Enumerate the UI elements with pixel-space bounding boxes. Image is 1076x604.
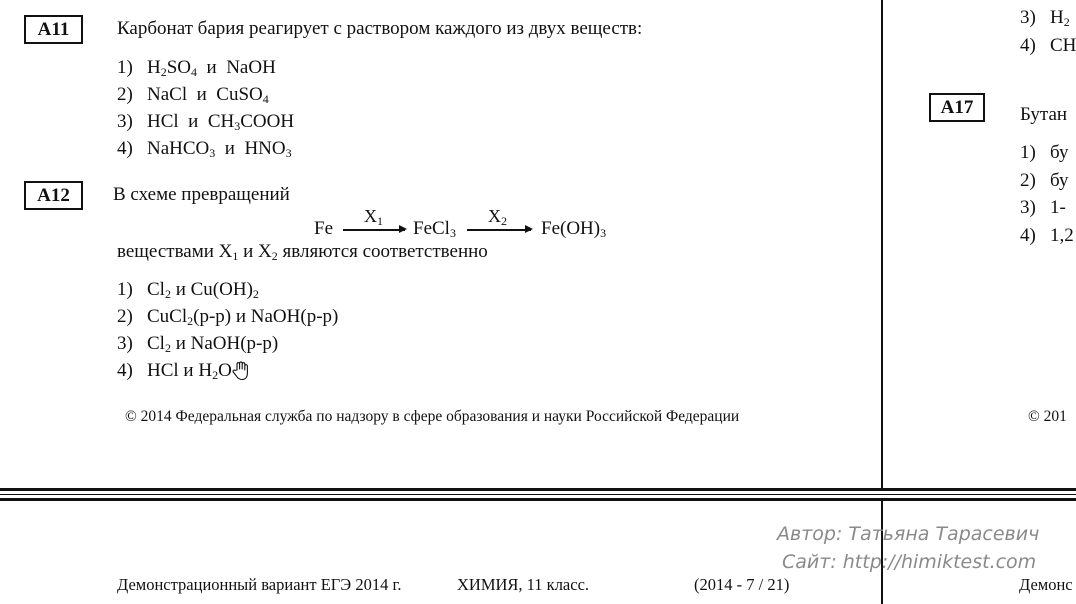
option-text: $H_2SO_4$ и NaOH [147,57,276,79]
question-label-a11: A11 [24,15,83,44]
option-number: 4) [117,138,133,159]
footer-exam-title: Демонстрационный вариант ЕГЭ 2014 г. [117,575,402,594]
option-text: $Cl_2$ и $Cu(OH)_2$ [147,279,259,301]
option-number: 3) [1020,197,1036,218]
option-number: 2) [117,84,133,105]
a12-option-2 [117,306,338,328]
option-number: 4) [117,360,133,381]
option-number: 4) [1020,224,1036,246]
a12-option-1 [117,279,259,301]
option-number: 3) [117,111,133,132]
a11-option-2 [117,84,269,106]
option-text: 1- [1050,197,1066,218]
option-text: 1,2 [1050,224,1074,246]
question-text-a12: В схеме превращений [113,184,290,205]
option-number: 2) [117,306,133,327]
option-text: бу [1050,169,1069,191]
scheme-arrow-2 [467,229,531,231]
right-column [884,0,1076,488]
column-divider-top [881,0,883,488]
option-number: 1) [1020,142,1036,163]
footer-page-number: (2014 - 7 / 21) [694,575,790,594]
copyright-notice: © 2014 Федеральная служба по надзору в сфере образования и науки Российской Федерации [125,408,740,425]
scheme-reagent-x2: $X_2$ [488,206,507,228]
scheme-arrow-1 [343,229,405,231]
option-text: CuCl$_2$(р-р) и NaOH(р-р) [147,306,339,328]
footer-right-clip [1019,573,1076,599]
a11-option-4 [117,138,292,160]
scheme-substance-feoh3: $Fe(OH)_3$ [541,218,607,240]
scheme-reagent-x1: $X_1$ [364,206,383,228]
watermark-author: Автор: Татьяна Тарасевич [777,523,1040,545]
footer-right-partial: Демонс [1019,575,1073,594]
footer-subject: ХИМИЯ, 11 класс. [457,575,590,594]
hand-cursor-icon [232,361,250,381]
right-option-4: 4) CH [1020,35,1076,56]
question-label-a12: A12 [24,181,83,210]
right-option-3: 3) $H_2$ [1020,7,1070,29]
copyright-partial: © 201 [1028,408,1067,425]
a17-option-1 [1020,142,1068,164]
option-number: 1) [117,279,133,300]
option-text: NaCl и CuSO$_4$ [147,84,269,106]
option-text: $Cl_2$ и NaOH(р-р) [147,333,279,355]
option-number: 1) [117,57,133,78]
question-continuation-a12: веществами $X_1$ и $X_2$ являются соответственно [117,241,488,263]
option-text: бу [1050,142,1069,163]
option-text: HCl и $H_2O$ [147,360,232,382]
page-break-rule-top [0,488,1076,491]
page-break-rule-mid [0,494,1076,495]
option-number: 2) [1020,169,1036,191]
scheme-substance-fecl3: FeCl$_3$ [413,218,456,240]
option-text: NaHCO$_3$ и $HNO_3$ [147,138,292,160]
a12-option-3 [117,333,278,355]
a11-option-1 [117,57,276,79]
option-text: HCl и $CH_3COOH$ [147,111,295,133]
a11-option-3 [117,111,294,133]
a12-option-4 [117,360,232,382]
option-number: 3) [117,333,133,354]
question-text-a11: Карбонат бария реагирует с раствором каждого из двух веществ: [117,18,643,39]
page-break-rule-bottom [0,498,1076,501]
a17-option-3 [1020,197,1066,219]
a17-option-2 [1020,170,1068,192]
question-label-a17: А17 [929,93,985,122]
question-text-a17: Бутан [1020,104,1068,125]
a17-option-4 [1020,225,1074,247]
scheme-substance-fe: Fe [314,218,333,239]
watermark-site: Сайт: http://himiktest.com [782,551,1037,573]
